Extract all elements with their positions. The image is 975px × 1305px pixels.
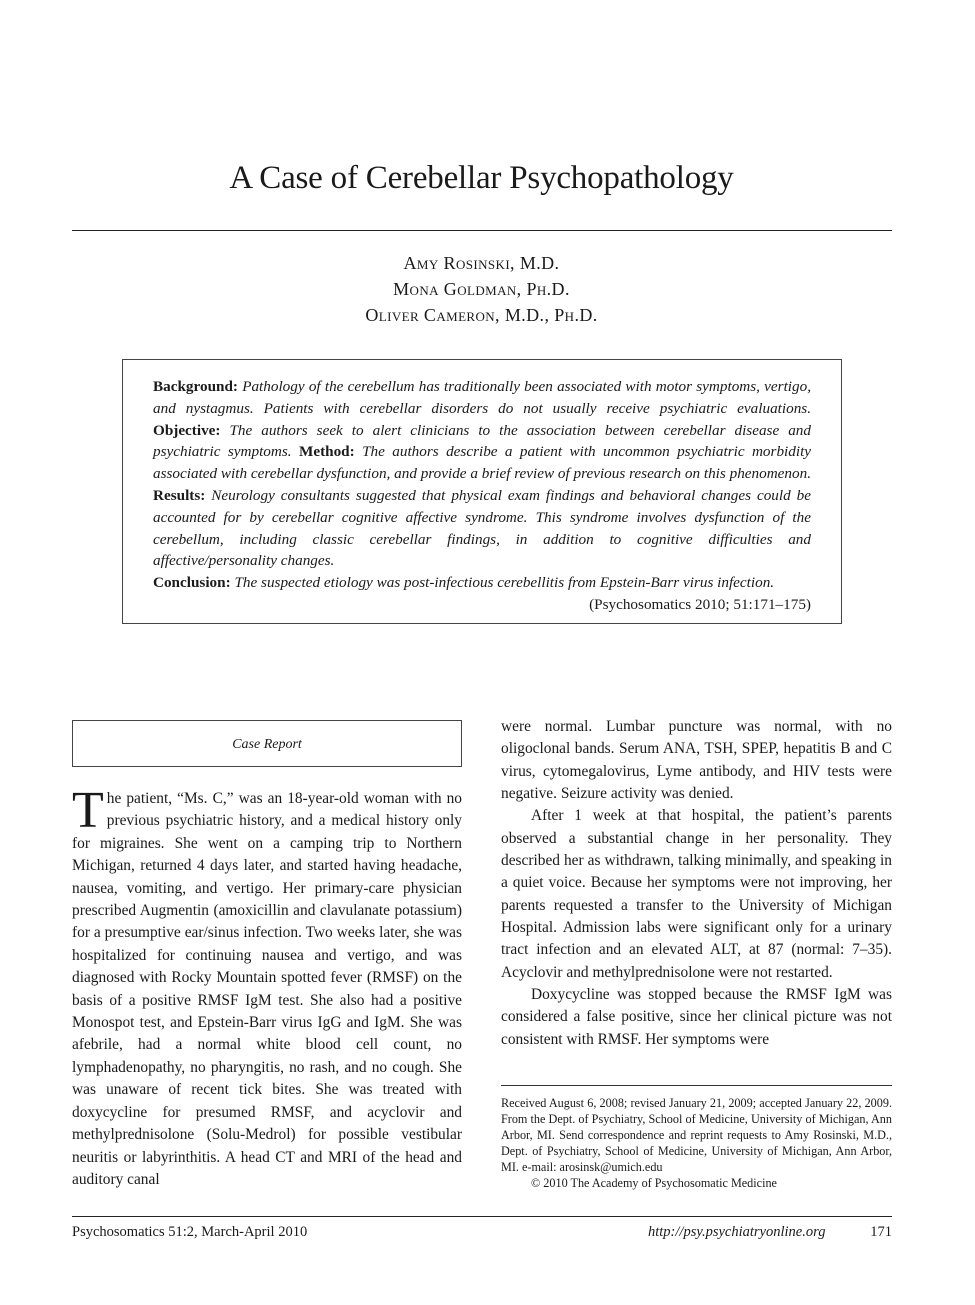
results-text: Neurology consultants suggested that physical exam findings and behavioral changes could be accounted for by cerebellar cognitive affective syndrome. This syndrome involves dysfunction of the cerebellum, including classic cerebellar findings, in addition to cognitive difficulties and affective/personality changes. bbox=[153, 486, 811, 570]
objective-text: The authors seek to alert clinicians to the association between cerebellar disease and psychiatric symptoms. bbox=[153, 421, 811, 461]
author-list bbox=[0, 250, 963, 328]
abstract-citation: (Psychosomatics 2010; 51:171–175) bbox=[589, 595, 811, 613]
background-text: Pathology of the cerebellum has traditionally been associated with motor symptoms, vertigo, and nystagmus. Patients with cerebellar disorders do not usually receive psychiatric evaluations. bbox=[153, 378, 811, 417]
drop-cap: T bbox=[72, 782, 104, 839]
footer-journal: Psychosomatics 51:2, March-April 2010 bbox=[72, 1224, 308, 1240]
title-rule bbox=[72, 230, 892, 231]
author-3: Oliver Cameron, M.D., Ph.D. bbox=[365, 305, 598, 325]
abstract-body bbox=[153, 376, 811, 594]
right-column bbox=[501, 716, 892, 1051]
abstract-box bbox=[122, 359, 842, 624]
left-column-paragraph: he patient, “Ms. C,” was an 18-year-old woman with no previous psychiatric history, and a medical history only for migraines. She went on a camping trip to Northern Michigan, returned 4 days later, and started having headache, nausea, vomiting, and vertigo. Her primary-care physician prescribed Augmentin (amoxicillin and clavulanate potassium) for a presumptive ear/sinus infection. Two weeks later, she was hospitalized for continuing nausea and vertigo, and was diagnosed with Rocky Mountain spotted fever (RMSF) on the basis of a positive RMSF IgM test. She also had a positive Monospot test, and Epstein-Barr virus IgG and IgM. She was afebrile, had a normal white blood cell count, no lymphadenopathy, no pharyngitis, no rash, and no cough. She was unaware of recent tick bites. She was treated with doxycycline for presumed RMSF, and acyclovir and methylprednisolone (Solu-Medrol) for possible vestibular neuritis or labyrinthitis. A head CT and MRI of the head and auditory canal bbox=[72, 790, 462, 1188]
footnote-rule bbox=[501, 1085, 892, 1086]
background-label: Background: bbox=[153, 378, 238, 395]
method-label: Method: bbox=[299, 443, 355, 461]
conclusion-label: Conclusion: bbox=[153, 574, 231, 592]
footnote bbox=[501, 1095, 892, 1191]
conclusion-text: The suspected etiology was post-infectious cerebellitis from Epstein-Barr virus infection. bbox=[234, 574, 775, 592]
right-paragraph-2: After 1 week at that hospital, the patient’s parents observed a substantial change in her personality. They described her as withdrawn, talking minimally, and speaking in a quiet voice. Because her symptoms were not improving, her parents requested a transfer to the University of Michigan Hospital. Admission labs were significant only for a urinary tract infection and an elevated ALT, at 87 (normal: 7–35). Acyclovir and methylprednisolone were not restarted. bbox=[501, 807, 892, 981]
footnote-copyright: © 2010 The Academy of Psychosomatic Medicine bbox=[531, 1176, 777, 1190]
author-1: Amy Rosinski, M.D. bbox=[403, 253, 560, 273]
page-number: 171 bbox=[870, 1224, 892, 1240]
footer-rule bbox=[72, 1216, 892, 1217]
footer-url[interactable]: http://psy.psychiatryonline.org bbox=[648, 1224, 826, 1240]
right-paragraph-1: were normal. Lumbar puncture was normal, with no oligoclonal bands. Serum ANA, TSH, SPEP, hepatitis B and C virus, cytomegalovirus, Lyme antibody, and HIV tests were negative. Seizure activity was denied. bbox=[501, 718, 892, 803]
objective-label: Objective: bbox=[153, 421, 221, 439]
left-column bbox=[72, 720, 462, 1191]
case-report-text bbox=[72, 782, 462, 1191]
footnote-received: Received August 6, 2008; revised January 21, 2009; accepted January 22, 2009. From the Dept. of Psychiatry, School of Medicine, University of Michigan, Ann Arbor, MI. Send correspondence and reprint requests to Amy Rosinski, M.D., Dept. of Psychiatry, School of Medicine, University of Michigan, Ann Arbor, MI. e-mail: arosinsk@umich.edu bbox=[501, 1096, 892, 1174]
results-label: Results: bbox=[153, 486, 206, 504]
method-text: The authors describe a patient with uncommon psychiatric morbidity associated with cerebellar dysfunction, and provide a brief review of previous research on this phenomenon. bbox=[153, 443, 812, 483]
right-paragraph-3: Doxycycline was stopped because the RMSF IgM was considered a false positive, since her clinical picture was not consistent with RMSF. Her symptoms were bbox=[501, 986, 892, 1048]
section-label-box: Case Report bbox=[72, 720, 462, 767]
author-2: Mona Goldman, Ph.D. bbox=[393, 279, 570, 299]
article-title: A Case of Cerebellar Psychopathology bbox=[229, 160, 734, 196]
